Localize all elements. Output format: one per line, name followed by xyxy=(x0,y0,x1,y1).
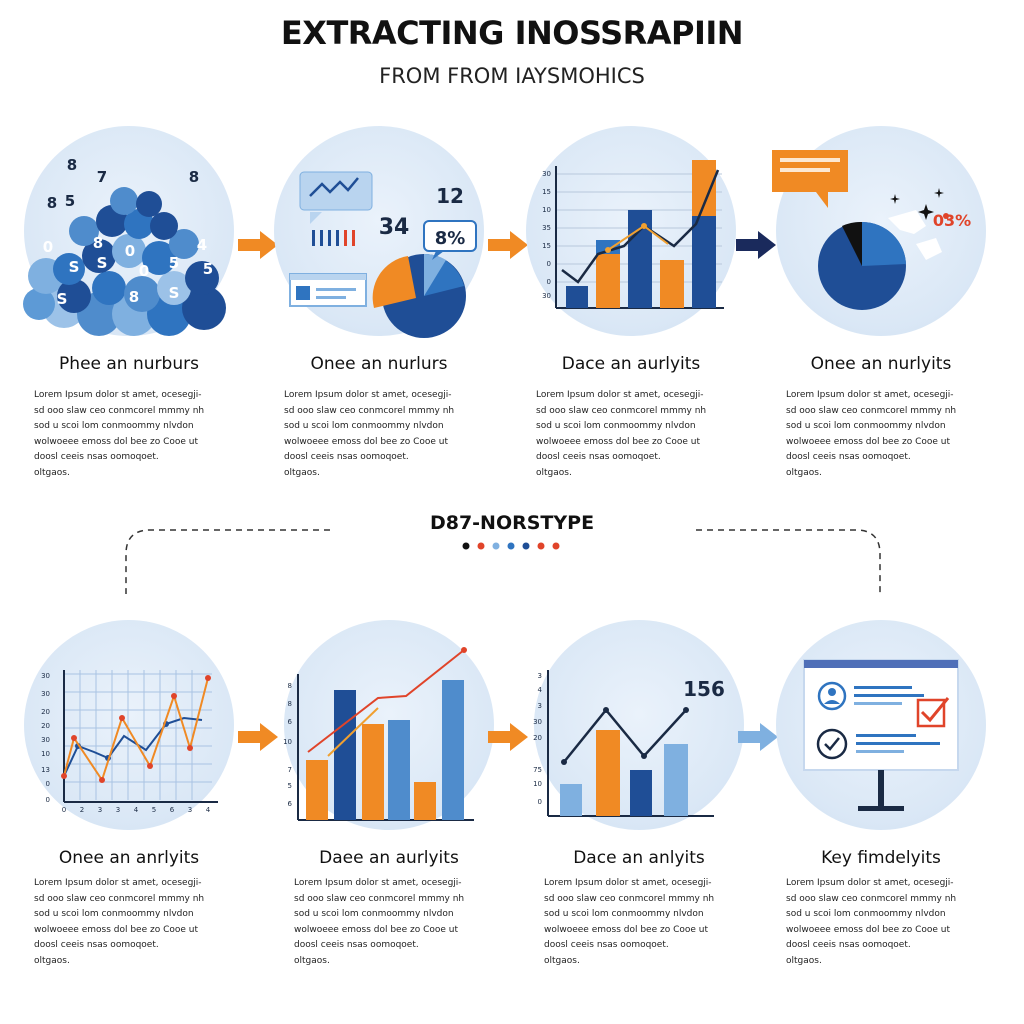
desc-line: doosl ceeis nsas oomoqoet. xyxy=(34,940,159,950)
legend-dot xyxy=(463,543,470,550)
desc-line: Lorem Ipsum dolor st amet, ocesegji- xyxy=(34,390,202,400)
step-heading: Onee an anrlyits xyxy=(58,848,200,868)
arrow-right-icon xyxy=(734,228,778,262)
tick-label: 75 xyxy=(533,766,542,774)
tick-label: 10 xyxy=(542,206,551,214)
arrow-right-icon xyxy=(486,720,530,754)
tick-label: 3 xyxy=(115,806,121,814)
bubble-number: S xyxy=(68,258,80,276)
bottom-step-3 xyxy=(533,620,774,966)
tick-label: 6 xyxy=(169,806,175,814)
tick-label: 6 xyxy=(287,718,292,726)
step-heading: Dace an anlyits xyxy=(573,848,705,868)
desc-line: doosl ceeis nsas oomoqoet. xyxy=(536,452,661,462)
desc-line: sd ooo slaw ceo conmcorel mmmy nh xyxy=(786,893,957,904)
tick-label: 30 xyxy=(542,170,551,178)
bottom-step-2 xyxy=(283,620,524,966)
legend-dot xyxy=(553,543,560,550)
desc-line: sd ooo slaw ceo conmcorel mmmy nh xyxy=(544,893,715,904)
top-step-2 xyxy=(274,126,514,478)
data-summary-icon xyxy=(274,126,514,336)
step-description xyxy=(294,876,494,969)
legend-dot xyxy=(538,543,545,550)
desc-line: wolwoeee emoss dol bee zo Cooe ut xyxy=(34,924,199,935)
desc-line: oltgaos. xyxy=(34,955,70,966)
desc-line: sd ooo slaw ceo conmcorel mmmy nh xyxy=(34,893,205,904)
legend-dot xyxy=(493,543,500,550)
tick-label: 4 xyxy=(537,686,542,694)
bottom-step-4 xyxy=(776,620,1016,966)
desc-line: doosl ceeis nsas oomoqoet. xyxy=(544,940,669,950)
bubble-number: 5 xyxy=(168,254,180,272)
desc-line: Lorem Ipsum dolor st amet, ocesegji- xyxy=(294,878,462,888)
step-description xyxy=(34,876,234,969)
tick-label: 5 xyxy=(287,782,292,790)
bar-line-chart-icon xyxy=(526,126,766,336)
bubble-number: 8 xyxy=(46,194,58,212)
tick-label: 10 xyxy=(283,738,292,746)
step-description xyxy=(544,876,744,969)
tick-label: 30 xyxy=(41,736,50,744)
top-step-1 xyxy=(24,126,264,478)
desc-line: oltgaos. xyxy=(34,467,70,478)
presentation-board-icon xyxy=(776,620,1016,830)
tick-label: 35 xyxy=(542,224,551,232)
bubble-number: 7 xyxy=(96,168,108,186)
value-label: 34 xyxy=(378,215,410,240)
tick-label: 0 xyxy=(45,780,50,788)
desc-line: sod u scoi lom conmoommy nlvdon xyxy=(294,909,454,919)
page-title: EXTRACTING INOSSRAPIIN xyxy=(280,14,744,52)
desc-line: doosl ceeis nsas oomoqoet. xyxy=(34,452,159,462)
step-heading: Daee an aurlyits xyxy=(319,848,459,868)
section-label: D87-NORSTYPE xyxy=(429,512,595,534)
tick-label: 7 xyxy=(287,766,292,774)
desc-line: wolwoeee emoss dol bee zo Cooe ut xyxy=(284,436,449,447)
desc-line: sod u scoi lom conmoommy nlvdon xyxy=(536,421,696,431)
tick-label: 20 xyxy=(41,722,50,730)
arrow-right-icon xyxy=(236,720,280,754)
bubble-number: 0 xyxy=(42,238,54,256)
tick-label: 3 xyxy=(537,672,542,680)
page-subtitle: FROM FROM IAYSMOHICS xyxy=(379,64,645,88)
desc-line: oltgaos. xyxy=(294,955,330,966)
bubble-number: S xyxy=(168,284,180,302)
desc-line: Lorem Ipsum dolor st amet, ocesegji- xyxy=(34,878,202,888)
arrow-right-icon xyxy=(736,720,780,754)
tick-label: 15 xyxy=(542,242,551,250)
desc-line: wolwoeee emoss dol bee zo Cooe ut xyxy=(786,924,951,935)
desc-line: Lorem Ipsum dolor st amet, ocesegji- xyxy=(536,390,704,400)
number-bubbles-icon xyxy=(24,126,264,336)
desc-line: Lorem Ipsum dolor st amet, ocesegji- xyxy=(786,878,954,888)
bubble-number: 5 xyxy=(202,260,214,278)
tick-label: 8 xyxy=(287,700,292,708)
bubble-number: S xyxy=(56,290,68,308)
tick-label: 13 xyxy=(41,766,50,774)
tick-label: 6 xyxy=(287,800,292,808)
tick-label: 5 xyxy=(151,806,157,814)
tick-label: 20 xyxy=(533,734,542,742)
bubble-number: 4 xyxy=(196,236,208,254)
tick-label: 30 xyxy=(41,690,50,698)
bottom-step-1 xyxy=(24,620,264,966)
desc-line: sd ooo slaw ceo conmcorel mmmy nh xyxy=(284,405,455,416)
bubble-number: 8 xyxy=(92,234,104,252)
desc-line: doosl ceeis nsas oomoqoet. xyxy=(786,452,911,462)
step-heading: Phee an nurburs xyxy=(59,354,199,374)
tick-label: 30 xyxy=(542,292,551,300)
desc-line: oltgaos. xyxy=(786,955,822,966)
tick-label: 8 xyxy=(287,682,292,690)
step-description xyxy=(284,388,484,481)
desc-line: wolwoeee emoss dol bee zo Cooe ut xyxy=(544,924,709,935)
bubble-number: 8 xyxy=(128,288,140,306)
tick-label: 2 xyxy=(79,806,85,814)
legend-dot xyxy=(478,543,485,550)
value-label: 12 xyxy=(436,184,464,208)
bubble-number: 0 xyxy=(124,242,136,260)
desc-line: doosl ceeis nsas oomoqoet. xyxy=(294,940,419,950)
tick-label: 0 xyxy=(546,278,551,286)
dots-legend xyxy=(460,540,570,552)
tick-label: 0 xyxy=(45,796,50,804)
desc-line: oltgaos. xyxy=(544,955,580,966)
desc-line: oltgaos. xyxy=(536,467,572,478)
tick-label: 15 xyxy=(542,188,551,196)
desc-line: doosl ceeis nsas oomoqoet. xyxy=(284,452,409,462)
arrow-right-icon xyxy=(486,228,530,262)
tick-label: 3 xyxy=(187,806,193,814)
step-description xyxy=(536,388,736,481)
legend-dot xyxy=(508,543,515,550)
desc-line: sod u scoi lom conmoommy nlvdon xyxy=(544,909,704,919)
step-heading: Onee an nurlurs xyxy=(310,354,448,374)
desc-line: sod u scoi lom conmoommy nlvdon xyxy=(284,421,444,431)
pie-chart-insight-icon xyxy=(776,126,1016,336)
legend-dot xyxy=(523,543,530,550)
desc-line: sd ooo slaw ceo conmcorel mmmy nh xyxy=(34,405,205,416)
tick-label: 4 xyxy=(205,806,211,814)
desc-line: sod u scoi lom conmoommy nlvdon xyxy=(786,909,946,919)
bubble-number: 8 xyxy=(66,156,78,174)
bubble-number: S xyxy=(96,254,108,272)
desc-line: oltgaos. xyxy=(786,467,822,478)
step-description xyxy=(786,388,986,481)
tick-label: 4 xyxy=(133,806,139,814)
desc-line: sod u scoi lom conmoommy nlvdon xyxy=(786,421,946,431)
tick-label: 3 xyxy=(97,806,103,814)
line-grid-chart-icon xyxy=(24,620,264,830)
connector-line xyxy=(120,524,890,596)
top-step-3 xyxy=(526,126,766,478)
bubble-number: 0 xyxy=(138,262,150,280)
value-label: 03% xyxy=(932,211,972,230)
desc-line: sd ooo slaw ceo conmcorel mmmy nh xyxy=(786,405,957,416)
top-step-4 xyxy=(776,126,1016,478)
tick-label: 30 xyxy=(41,672,50,680)
desc-line: sd ooo slaw ceo conmcorel mmmy nh xyxy=(294,893,465,904)
step-heading: Dace an aurlyits xyxy=(561,354,701,374)
step-heading: Key fimdelyits xyxy=(821,848,941,868)
desc-line: Lorem Ipsum dolor st amet, ocesegji- xyxy=(544,878,712,888)
step-heading: Onee an nurlyits xyxy=(810,354,952,374)
desc-line: oltgaos. xyxy=(284,467,320,478)
tick-label: 30 xyxy=(533,718,542,726)
step-description xyxy=(34,388,234,481)
tick-label: 10 xyxy=(533,780,542,788)
desc-line: doosl ceeis nsas oomoqoet. xyxy=(786,940,911,950)
tick-label: 0 xyxy=(546,260,551,268)
tick-label: 20 xyxy=(41,708,50,716)
desc-line: Lorem Ipsum dolor st amet, ocesegji- xyxy=(786,390,954,400)
bubble-number: 5 xyxy=(64,192,76,210)
tick-label: 3 xyxy=(537,702,542,710)
desc-line: sod u scoi lom conmoommy nlvdon xyxy=(34,909,194,919)
desc-line: wolwoeee emoss dol bee zo Cooe ut xyxy=(34,436,199,447)
desc-line: sd ooo slaw ceo conmcorel mmmy nh xyxy=(536,405,707,416)
tick-label: 10 xyxy=(41,750,50,758)
tick-label: 0 xyxy=(537,798,542,806)
desc-line: wolwoeee emoss dol bee zo Cooe ut xyxy=(536,436,701,447)
step-description xyxy=(786,876,986,969)
desc-line: wolwoeee emoss dol bee zo Cooe ut xyxy=(294,924,459,935)
value-label: 8% xyxy=(434,228,466,249)
bubble-number: 8 xyxy=(188,168,200,186)
tick-label: 0 xyxy=(61,806,67,814)
value-label: 156 xyxy=(683,677,725,701)
desc-line: sod u scoi lom conmoommy nlvdon xyxy=(34,421,194,431)
desc-line: wolwoeee emoss dol bee zo Cooe ut xyxy=(786,436,951,447)
desc-line: Lorem Ipsum dolor st amet, ocesegji- xyxy=(284,390,452,400)
